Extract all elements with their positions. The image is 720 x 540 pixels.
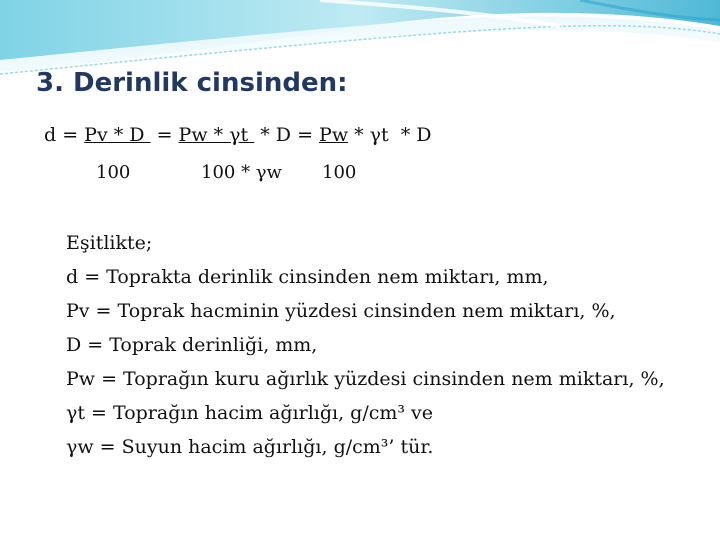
formula-segment: = xyxy=(150,124,179,146)
formula-segment: * D = xyxy=(254,124,320,146)
formula-denominator: 100 * γw xyxy=(201,162,282,183)
definition-item: d = Toprakta derinlik cinsinden nem miktarı, mm, xyxy=(66,266,549,288)
formula-segment: d = xyxy=(44,124,85,146)
formula-denominator: 100 xyxy=(96,162,131,183)
definition-item: Pw = Toprağın kuru ağırlık yüzdesi cinsinden nem miktarı, %, xyxy=(66,368,665,390)
formula-numerator-line xyxy=(44,124,432,146)
definition-item: γt = Toprağın hacim ağırlığı, g/cm³ ve xyxy=(66,402,434,424)
formula-denominator: 100 xyxy=(322,162,357,183)
slide-title: 3. Derinlik cinsinden: xyxy=(36,68,348,98)
definition-item: D = Toprak derinliği, mm, xyxy=(66,334,318,356)
definition-item: Eşitlikte; xyxy=(66,232,153,254)
formula-denominator-line xyxy=(0,162,720,188)
formula-segment: Pw * γt xyxy=(178,124,255,146)
formula-segment: Pv * D xyxy=(84,124,151,146)
definitions-list xyxy=(66,226,696,464)
formula-segment: Pw xyxy=(319,124,349,146)
definition-item: Pv = Toprak hacminin yüzdesi cinsinden nem miktarı, %, xyxy=(66,300,616,322)
formula-segment: * γt * D xyxy=(348,124,432,146)
definition-item: γw = Suyun hacim ağırlığı, g/cm³’ tür. xyxy=(66,436,434,458)
